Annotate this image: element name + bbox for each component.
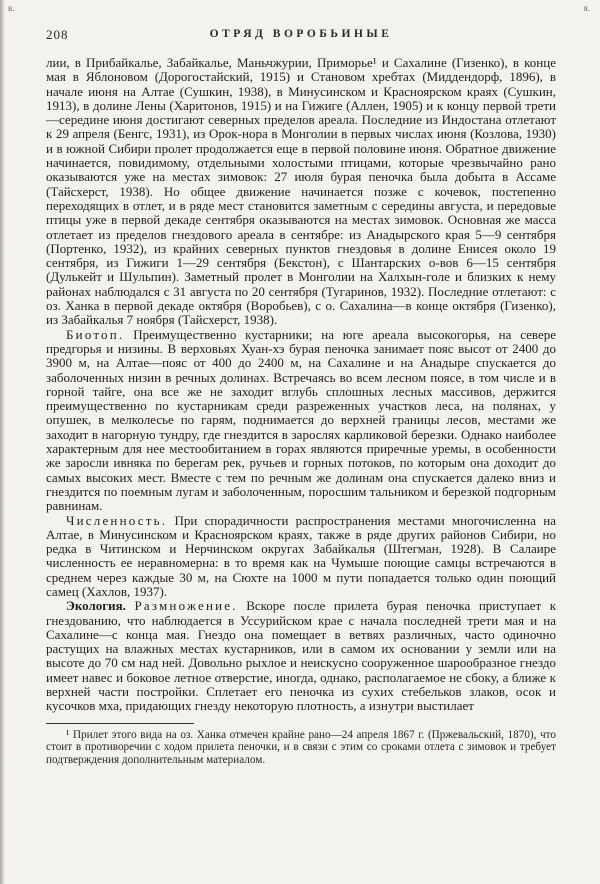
- footnote-separator-rule: [46, 723, 194, 724]
- paragraph-text: лии, в Прибайкалье, Забайкалье, Маньчжурии, Приморье¹ и Сахалине (Гизенко), в конце мая в Яблоновом (Дорогостайский, 1915) и Становом хребтах (Миддендорф, 1896), в начале июня на Алтае (Сушкин, 1938), в Минусинском и Красноярском краях (Сушкин, 1913), в долине Лены (Харитонов, 1915) и на Гижиге (Аллен, 1905) и к концу первой трети—середине июня достигают северных пределов ареала. Последние из Индостана отлетают к 29 апреля (Бенгс, 1931), из Орок-нора в Монголии в первых числах июня (Козлова, 1930) и в южной Сибири пролет продолжается еще в первой половине июня. Обратное движение начинается, повидимому, отдельными холостыми птицами, которые чрезвычайно рано оказываются уже на местах зимовок: 27 июля бурая пеночка была добыта в Ассаме (Тайсхерст, 1938). Но общее движение начинается позже с кочевок, постепенно переходящих в отлет, и в ряде мест становится заметным с середины августа, и передовые птицы уже в первой декаде сентября оказываются на местах зимовок. Основная же масса отлетает из пределов гнездового ареала в сентябре: из Анадырского края 5—9 сентября (Портенко, 1932), из крайних северных пунктов гнездовья в долине Енисея около 19 сентября, из Гижиги 1—29 сентября (Бекстон), с Шантарских о-вов 6—15 сентября (Дулькейт и Шульпин). Заметный пролет в Монголии на Халхын-голе и близких к нему районах наблюдался с 31 августа по 20 сентября (Тугаринов, 1932). Последние отлетают: с оз. Ханка в первой декаде октября (Воробьев), с о. Сахалина—в конце октября (Гизенко), из Забайкалья 7 ноября (Тайсхерст, 1938).: [46, 55, 556, 328]
- paragraph-migration: [46, 56, 556, 328]
- scan-artifact-top-left: в.: [8, 3, 15, 13]
- page-number: 208: [46, 27, 69, 42]
- page-header: [46, 26, 556, 44]
- paragraph-text: Преимущественно кустарники; на юге ареала высокогорья, на севере предгорья и низины. В верховьях Хуан-хэ бурая пеночка занимает пояс высот от 2400 до 3900 м, на Алтае—пояс от 400 до 2400 м, на Сахалине и на Анадыре спускается до заболоченных низин в речных долинах. Встречаясь во всем лесном поясе, в том числе и в горной тайге, она все же не заходит вглубь сплошных лесных массивов, держится преимущественно по кустарникам среди разреженных участков леса, на полянах, у опушек, в мелколесье по гарям, поднимается до верхней границы лесов, местами же заходит в нагорную тундру, где гнездится в зарослях карликовой березки. Однако наиболее характерным для нее местообитанием в горах являются приречные уремы, в особенности же заросли ивняка по берегам рек, ручьев и горных потоков, по которым она доходит до самых высоких мест. Вместе с тем по речным же долинам она спускается далеко вниз и гнездится по поемным лугам и заболоченным, поросшим тальником и березкой подгорным равнинам.: [46, 326, 557, 514]
- paragraph-abundance: [46, 514, 556, 600]
- scan-artifact-top-right: я.: [583, 3, 590, 13]
- page-footer: [46, 723, 556, 767]
- paragraph-lead-bold: Экология.: [66, 598, 126, 614]
- paragraph-biotope: [46, 328, 556, 514]
- paragraph-lead: Размножение.: [134, 598, 238, 614]
- paragraph-text: При спорадичности распространения местами многочисленна на Алтае, в Минусинском и Красноярском краях, также в ряде других районов Сибири, но редка в Читинском и Нерчинском округах Забайкалья (Штегман, 1928). В Салаире численность ее неравномерна: в то время как на Чумыше поющие самцы встречаются в среднем через каждые 30 м, на Сюхте на 1000 м пути попадается только один поющий самец (Хахлов, 1937).: [46, 512, 556, 599]
- footnote: [46, 729, 556, 767]
- paragraph-lead: Биотоп.: [66, 326, 125, 342]
- footnote-text: ¹ Прилет этого вида на оз. Ханка отмечен крайне рано—24 апреля 1867 г. (Пржевальский, 1870), что стоит в противоречии с ходом прилета пеночки, и в связи с этим со сроками отлета с зимовок и требует подтверждения дополнительным материалом.: [46, 728, 556, 766]
- page-body: [46, 56, 556, 714]
- paragraph-text: Вскоре после прилета бурая пеночка приступает к гнездованию, что наблюдается в Уссурийском крае с начала последней трети мая и на Сахалине—с конца мая. Гнездо она помещает в ветвях различных, часто одиночно растущих на влажных местах кустарников, или в самом их основании у земли или на высоте до 70 см над ней. Довольно рыхлое и неискусно сооруженное шарообразное гнездо имеет навес и боковое летное отверстие, иногда, однако, располагаемое не сбоку, а ближе к верхней части постройки. Сплетает его пеночка из сухих стебельков злаков, осок и кусочков мха, придающих гнезду некоторую плотность, а изнутри выстилает: [46, 598, 557, 714]
- paragraph-lead: Численность.: [66, 512, 168, 528]
- paragraph-ecology: [46, 599, 556, 713]
- running-head: ОТРЯД ВОРОБЬИНЫЕ: [209, 28, 393, 40]
